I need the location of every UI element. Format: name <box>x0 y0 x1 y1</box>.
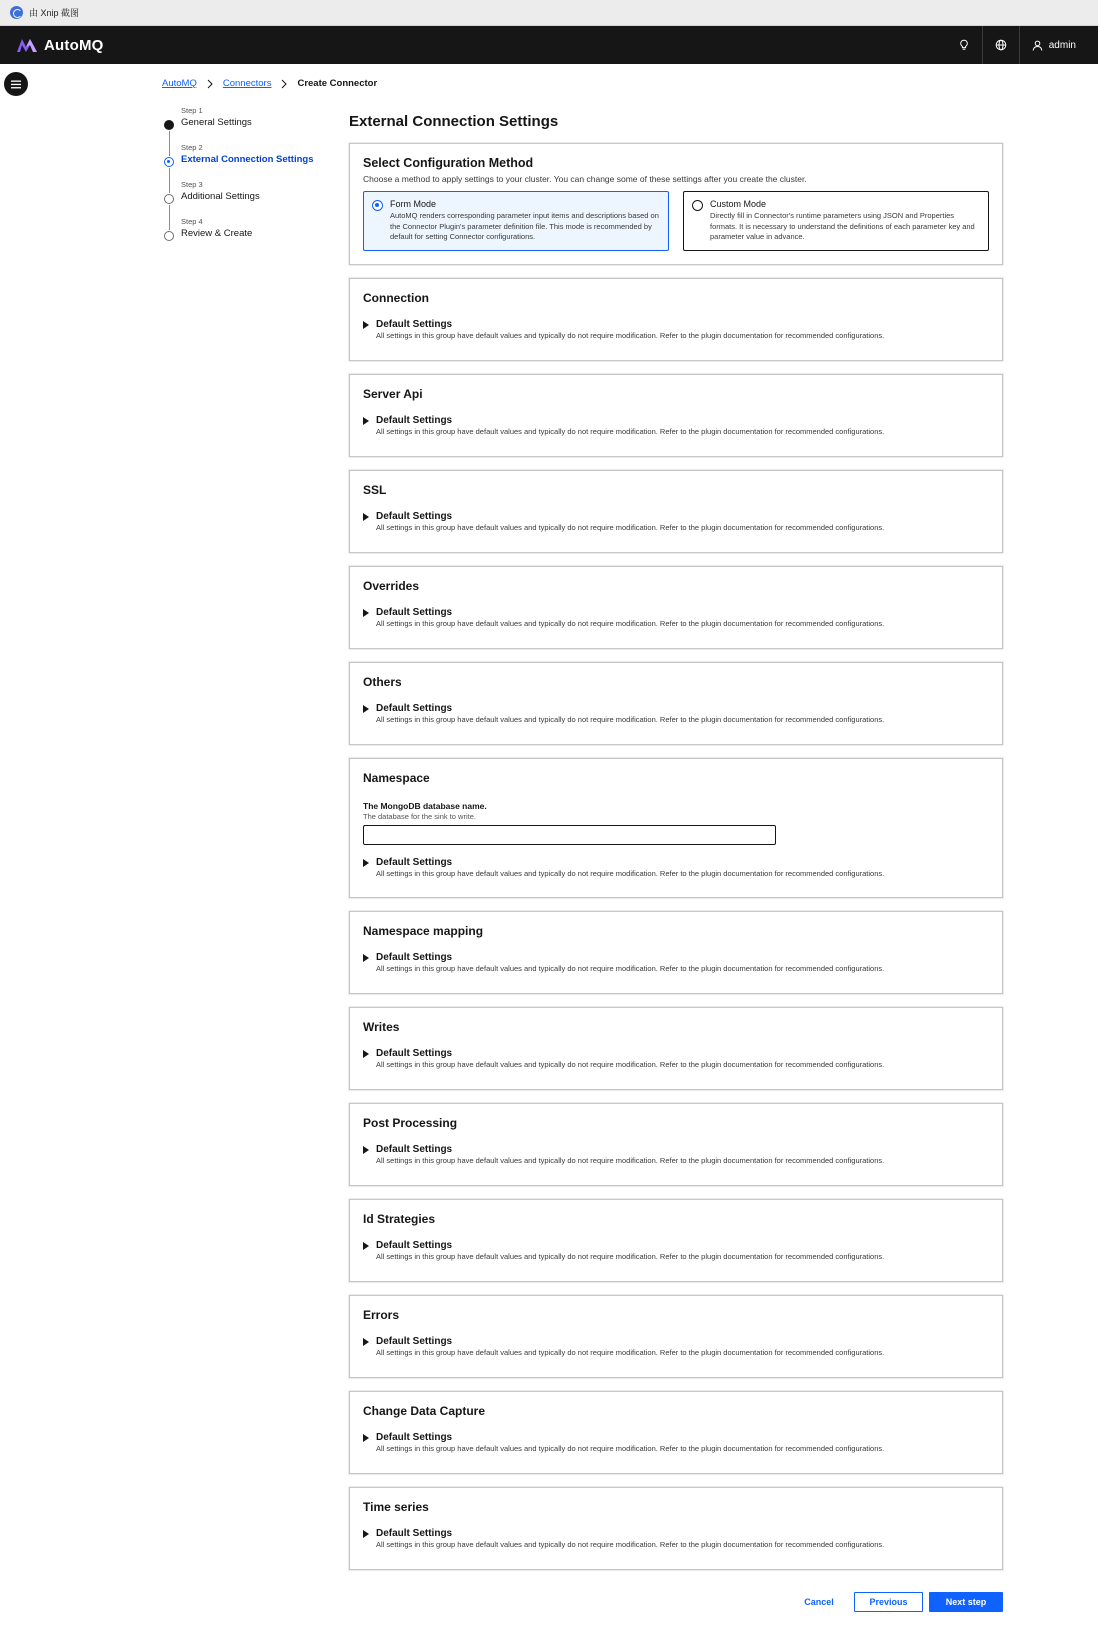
os-title-bar <box>0 0 1098 26</box>
default-settings-description: All settings in this group have default values and typically do not require modification. Refer to the plugin documentation for recommended configurations. <box>376 619 885 628</box>
lightbulb-icon <box>958 39 970 51</box>
step-number: Step 4 <box>181 217 203 226</box>
step-current-icon <box>164 157 174 167</box>
group-title: Change Data Capture <box>363 1404 486 1418</box>
option-title: Form Mode <box>390 199 437 209</box>
breadcrumb-automq[interactable]: AutoMQ <box>162 78 197 89</box>
option-title: Custom Mode <box>710 199 767 209</box>
settings-group-errors <box>349 1295 1003 1378</box>
group-title: Id Strategies <box>363 1212 436 1226</box>
group-title: Others <box>363 675 402 689</box>
default-settings-description: All settings in this group have default values and typically do not require modification. Refer to the plugin documentation for recommended configurations. <box>376 523 885 532</box>
default-settings-title: Default Settings <box>376 952 453 963</box>
caret-right-icon[interactable] <box>363 609 369 617</box>
caret-right-icon[interactable] <box>363 705 369 713</box>
default-settings-title: Default Settings <box>376 857 453 868</box>
default-settings-description: All settings in this group have default values and typically do not require modification. Refer to the plugin documentation for recommended configurations. <box>376 1156 885 1165</box>
user-name: admin <box>1048 39 1076 51</box>
step-external-connection-settings[interactable] <box>164 143 344 180</box>
step-complete-icon <box>164 120 174 130</box>
brand-logo[interactable] <box>16 37 104 54</box>
globe-icon <box>995 39 1007 51</box>
progress-stepper <box>164 106 344 254</box>
settings-group-post-processing <box>349 1103 1003 1186</box>
default-settings-description: All settings in this group have default values and typically do not require modification. Refer to the plugin documentation for recommended configurations. <box>376 427 885 436</box>
main-content <box>349 106 1003 1583</box>
step-pending-icon <box>164 231 174 241</box>
caret-right-icon[interactable] <box>363 1242 369 1250</box>
header-actions <box>946 26 1082 64</box>
brand-name: AutoMQ <box>44 36 104 54</box>
step-number: Step 3 <box>181 180 203 189</box>
configuration-method-panel <box>349 143 1003 265</box>
hamburger-icon <box>11 80 21 89</box>
default-settings-description: All settings in this group have default values and typically do not require modification. Refer to the plugin documentation for recommended configurations. <box>376 1060 885 1069</box>
caret-right-icon[interactable] <box>363 859 369 867</box>
field-label: The MongoDB database name. <box>363 801 487 811</box>
option-description: AutoMQ renders corresponding parameter input items and descriptions based on the Connector Plugin's parameter definition file. This mode is recommended by default for setting Connector configurations. <box>390 211 659 241</box>
step-title: Review & Create <box>181 228 253 239</box>
language-button[interactable] <box>983 26 1019 64</box>
step-pending-icon <box>164 194 174 204</box>
default-settings-description: All settings in this group have default values and typically do not require modification. Refer to the plugin documentation for recommended configurations. <box>376 715 885 724</box>
default-settings-description: All settings in this group have default values and typically do not require modification. Refer to the plugin documentation for recommended configurations. <box>376 869 885 878</box>
settings-group-namespace <box>349 758 1003 898</box>
settings-group-id-strategies <box>349 1199 1003 1282</box>
default-settings-title: Default Settings <box>376 319 453 330</box>
chevron-right-icon <box>205 79 215 89</box>
group-title: Time series <box>363 1500 429 1514</box>
breadcrumb <box>162 78 377 89</box>
step-title: External Connection Settings <box>181 154 314 165</box>
settings-group-change-data-capture <box>349 1391 1003 1474</box>
option-description: Directly fill in Connector's runtime parameters using JSON and Properties formats. It is necessary to understand the definitions of each parameter key and parameter value in advance. <box>710 211 975 241</box>
default-settings-toggle[interactable] <box>363 607 989 629</box>
form-mode-option[interactable] <box>363 191 669 251</box>
settings-group-others <box>349 662 1003 745</box>
default-settings-title: Default Settings <box>376 703 453 714</box>
settings-group-overrides <box>349 566 1003 649</box>
group-title: SSL <box>363 483 387 497</box>
group-title: Server Api <box>363 387 423 401</box>
settings-group-time-series <box>349 1487 1003 1570</box>
default-settings-toggle[interactable] <box>363 952 989 974</box>
settings-groups <box>349 278 1003 1570</box>
settings-group-writes <box>349 1007 1003 1090</box>
wizard-footer <box>349 1592 1003 1612</box>
step-number: Step 1 <box>181 106 203 115</box>
group-title: Post Processing <box>363 1116 458 1130</box>
default-settings-description: All settings in this group have default values and typically do not require modification. Refer to the plugin documentation for recommended configurations. <box>376 331 885 340</box>
default-settings-description: All settings in this group have default values and typically do not require modification. Refer to the plugin documentation for recommended configurations. <box>376 1348 885 1357</box>
settings-group-connection <box>349 278 1003 361</box>
tips-button[interactable] <box>946 26 982 64</box>
default-settings-description: All settings in this group have default values and typically do not require modification. Refer to the plugin documentation for recommended configurations. <box>376 964 885 973</box>
default-settings-title: Default Settings <box>376 1240 453 1251</box>
settings-group-server-api <box>349 374 1003 457</box>
method-description: Choose a method to apply settings to your cluster. You can change some of these settings after you create the cluster. <box>363 174 807 184</box>
default-settings-title: Default Settings <box>376 1144 453 1155</box>
step-review-create[interactable] <box>164 217 344 254</box>
database-name-input[interactable] <box>363 825 776 845</box>
chevron-right-icon <box>279 79 289 89</box>
default-settings-toggle[interactable] <box>363 319 989 341</box>
step-additional-settings[interactable] <box>164 180 344 217</box>
user-menu[interactable] <box>1020 40 1082 51</box>
settings-group-namespace-mapping <box>349 911 1003 994</box>
caret-right-icon[interactable] <box>363 1050 369 1058</box>
cancel-button[interactable]: Cancel <box>790 1592 848 1612</box>
default-settings-title: Default Settings <box>376 1048 453 1059</box>
user-icon <box>1032 40 1043 51</box>
group-title: Connection <box>363 291 429 305</box>
automq-logo-icon <box>16 37 38 53</box>
app-header <box>0 26 1098 64</box>
caret-right-icon[interactable] <box>363 513 369 521</box>
database-field <box>363 801 989 845</box>
group-title: Namespace <box>363 771 430 785</box>
custom-mode-option[interactable] <box>683 191 989 251</box>
next-step-button[interactable]: Next step <box>929 1592 1003 1612</box>
radio-selected-icon[interactable] <box>372 200 383 211</box>
settings-group-ssl <box>349 470 1003 553</box>
default-settings-description: All settings in this group have default values and typically do not require modification. Refer to the plugin documentation for recommended configurations. <box>376 1444 885 1453</box>
default-settings-toggle[interactable] <box>363 1048 989 1070</box>
default-settings-description: All settings in this group have default values and typically do not require modification. Refer to the plugin documentation for recommended configurations. <box>376 1540 885 1549</box>
radio-unselected-icon[interactable] <box>692 200 703 211</box>
default-settings-toggle[interactable] <box>363 1144 989 1166</box>
caret-right-icon[interactable] <box>363 954 369 962</box>
default-settings-title: Default Settings <box>376 511 453 522</box>
caret-right-icon[interactable] <box>363 1338 369 1346</box>
group-title: Namespace mapping <box>363 924 484 938</box>
default-settings-title: Default Settings <box>376 1336 453 1347</box>
field-helper-text: The database for the sink to write. <box>363 812 476 821</box>
default-settings-title: Default Settings <box>376 415 453 426</box>
step-number: Step 2 <box>181 143 203 152</box>
page-title: External Connection Settings <box>349 113 559 130</box>
step-title: Additional Settings <box>181 191 260 202</box>
group-title: Writes <box>363 1020 400 1034</box>
default-settings-toggle[interactable] <box>363 703 989 725</box>
default-settings-toggle[interactable] <box>363 857 989 879</box>
method-options <box>363 191 989 251</box>
default-settings-toggle[interactable] <box>363 415 989 437</box>
group-title: Errors <box>363 1308 400 1322</box>
caret-right-icon[interactable] <box>363 417 369 425</box>
previous-button[interactable]: Previous <box>854 1592 923 1612</box>
breadcrumb-connectors[interactable]: Connectors <box>222 78 272 89</box>
default-settings-toggle[interactable] <box>363 511 989 533</box>
default-settings-toggle[interactable] <box>363 1432 989 1454</box>
default-settings-description: All settings in this group have default values and typically do not require modification. Refer to the plugin documentation for recommended configurations. <box>376 1252 885 1261</box>
caret-right-icon[interactable] <box>363 1146 369 1154</box>
default-settings-title: Default Settings <box>376 607 453 618</box>
group-title: Overrides <box>363 579 420 593</box>
xnip-app-icon <box>10 6 23 19</box>
default-settings-toggle[interactable] <box>363 1336 989 1358</box>
caret-right-icon[interactable] <box>363 321 369 329</box>
method-title: Select Configuration Method <box>363 156 534 170</box>
side-menu-toggle[interactable] <box>4 72 28 96</box>
step-title: General Settings <box>181 117 252 128</box>
default-settings-toggle[interactable] <box>363 1528 989 1550</box>
default-settings-toggle[interactable] <box>363 1240 989 1262</box>
caret-right-icon[interactable] <box>363 1434 369 1442</box>
breadcrumb-current: Create Connector <box>297 78 378 89</box>
default-settings-title: Default Settings <box>376 1432 453 1443</box>
caret-right-icon[interactable] <box>363 1530 369 1538</box>
os-title: 由 Xnip 截图 <box>29 8 80 18</box>
default-settings-title: Default Settings <box>376 1528 453 1539</box>
step-general-settings[interactable] <box>164 106 344 143</box>
